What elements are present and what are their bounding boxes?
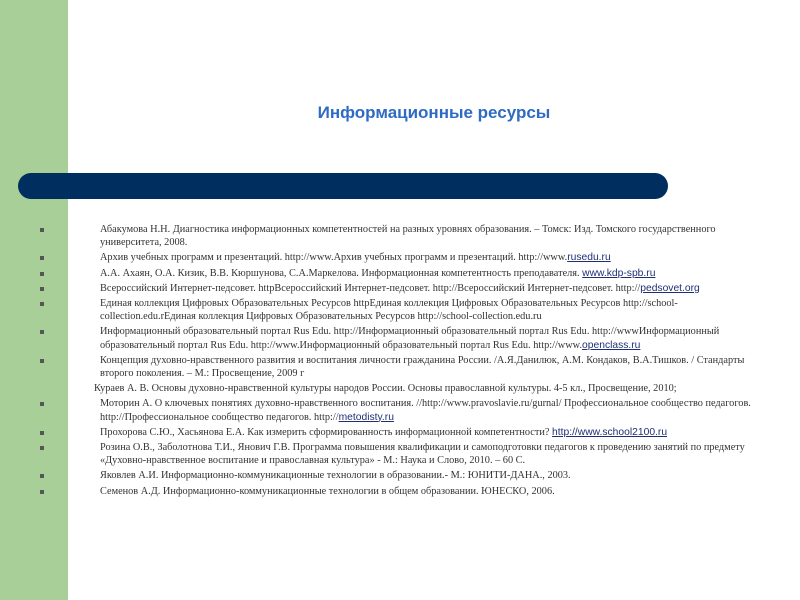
title-panel <box>68 0 800 173</box>
list-item: А.А. Ахаян, О.А. Кизик, В.В. Кюршунова, С.А.Маркелова. Информационная компетентность преподавателя. www.kdp-spb.ru <box>100 267 772 280</box>
list-item: Яковлев А.И. Информационно-коммуникационные технологии в образовании.- М.: ЮНИТИ-ДАНА., 2003. <box>100 469 772 482</box>
resource-list <box>94 223 772 500</box>
resource-link[interactable]: metodisty.ru <box>338 411 394 423</box>
list-item: Единая коллекция Цифровых Образовательных Ресурсов httpЕдиная коллекция Цифровых Образовательных Ресурсов http://school-collection.edu.rЕдиная коллекция Цифровых Образовательных Ресурсов http://school-collection.edu.ru <box>100 297 772 323</box>
left-decor-bar <box>0 0 68 600</box>
resource-link[interactable]: http://www.school2100.ru <box>552 426 668 438</box>
resource-link[interactable]: rusedu.ru <box>567 252 611 264</box>
resource-link[interactable]: openclass.ru <box>582 339 641 351</box>
resource-link[interactable]: www.kdp-spb.ru <box>582 267 656 279</box>
list-item: Розина О.В., Заболотнова Т.И., Янович Г.В. Программа повышения квалификации и самоподготовки педагогов к проведению занятий по предмету «Духовно-нравственное воспитание и православная культура» - М.: Наука и Слово, 2010. – 60 С. <box>100 441 772 467</box>
list-item: Моторин А. О ключевых понятиях духовно-нравственного воспитания. //http://www.pravoslavie.ru/gurnal/ Профессиональное сообщество педагогов. http://Профессиональное сообщество педагогов. http://metodisty.ru <box>100 397 772 423</box>
list-item: Кураев А. В. Основы духовно-нравственной культуры народов России. Основы православной культуры. 4-5 кл., Просвещение, 2010; <box>94 383 677 395</box>
page-title: Информационные ресурсы <box>317 103 551 122</box>
list-item: Семенов А.Д. Информационно-коммуникационные технологии в общем образовании. ЮНЕСКО, 2006. <box>100 485 772 498</box>
list-item: Информационный образовательный портал Rus Edu. http://Информационный образовательный портал Rus Edu. http://wwwИнформационный образовательный портал Rus Edu. http://www.Информационный образовательный портал Rus Edu. http://www.openclass.ru <box>100 325 772 351</box>
list-item: Архив учебных программ и презентаций. http://www.Архив учебных программ и презентаций. http://www.rusedu.ru <box>100 251 772 264</box>
list-item: Абакумова Н.Н. Диагностика информационных компетентностей на разных уровнях образования. – Томск: Изд. Томского государственного университета, 2008. <box>100 223 772 249</box>
list-item: Концепция духовно-нравственного развития и воспитания личности гражданина России. /А.Я.Данилюк, А.М. Кондаков, В.А.Тишков. / Стандарты второго поколения. – М.: Просвещение, 2009 г <box>100 354 772 380</box>
list-item: Всероссийский Интернет-педсовет. httpВсероссийский Интернет-педсовет. http://Всероссийский Интернет-педсовет. http://pedsovet.org <box>100 282 772 295</box>
divider-bar <box>18 173 668 199</box>
list-item: Прохорова С.Ю., Хасьянова Е.А. Как измерить сформированность информационной компетентности? http://www.school2100.ru <box>100 426 772 439</box>
resource-link[interactable]: pedsovet.org <box>640 282 700 294</box>
